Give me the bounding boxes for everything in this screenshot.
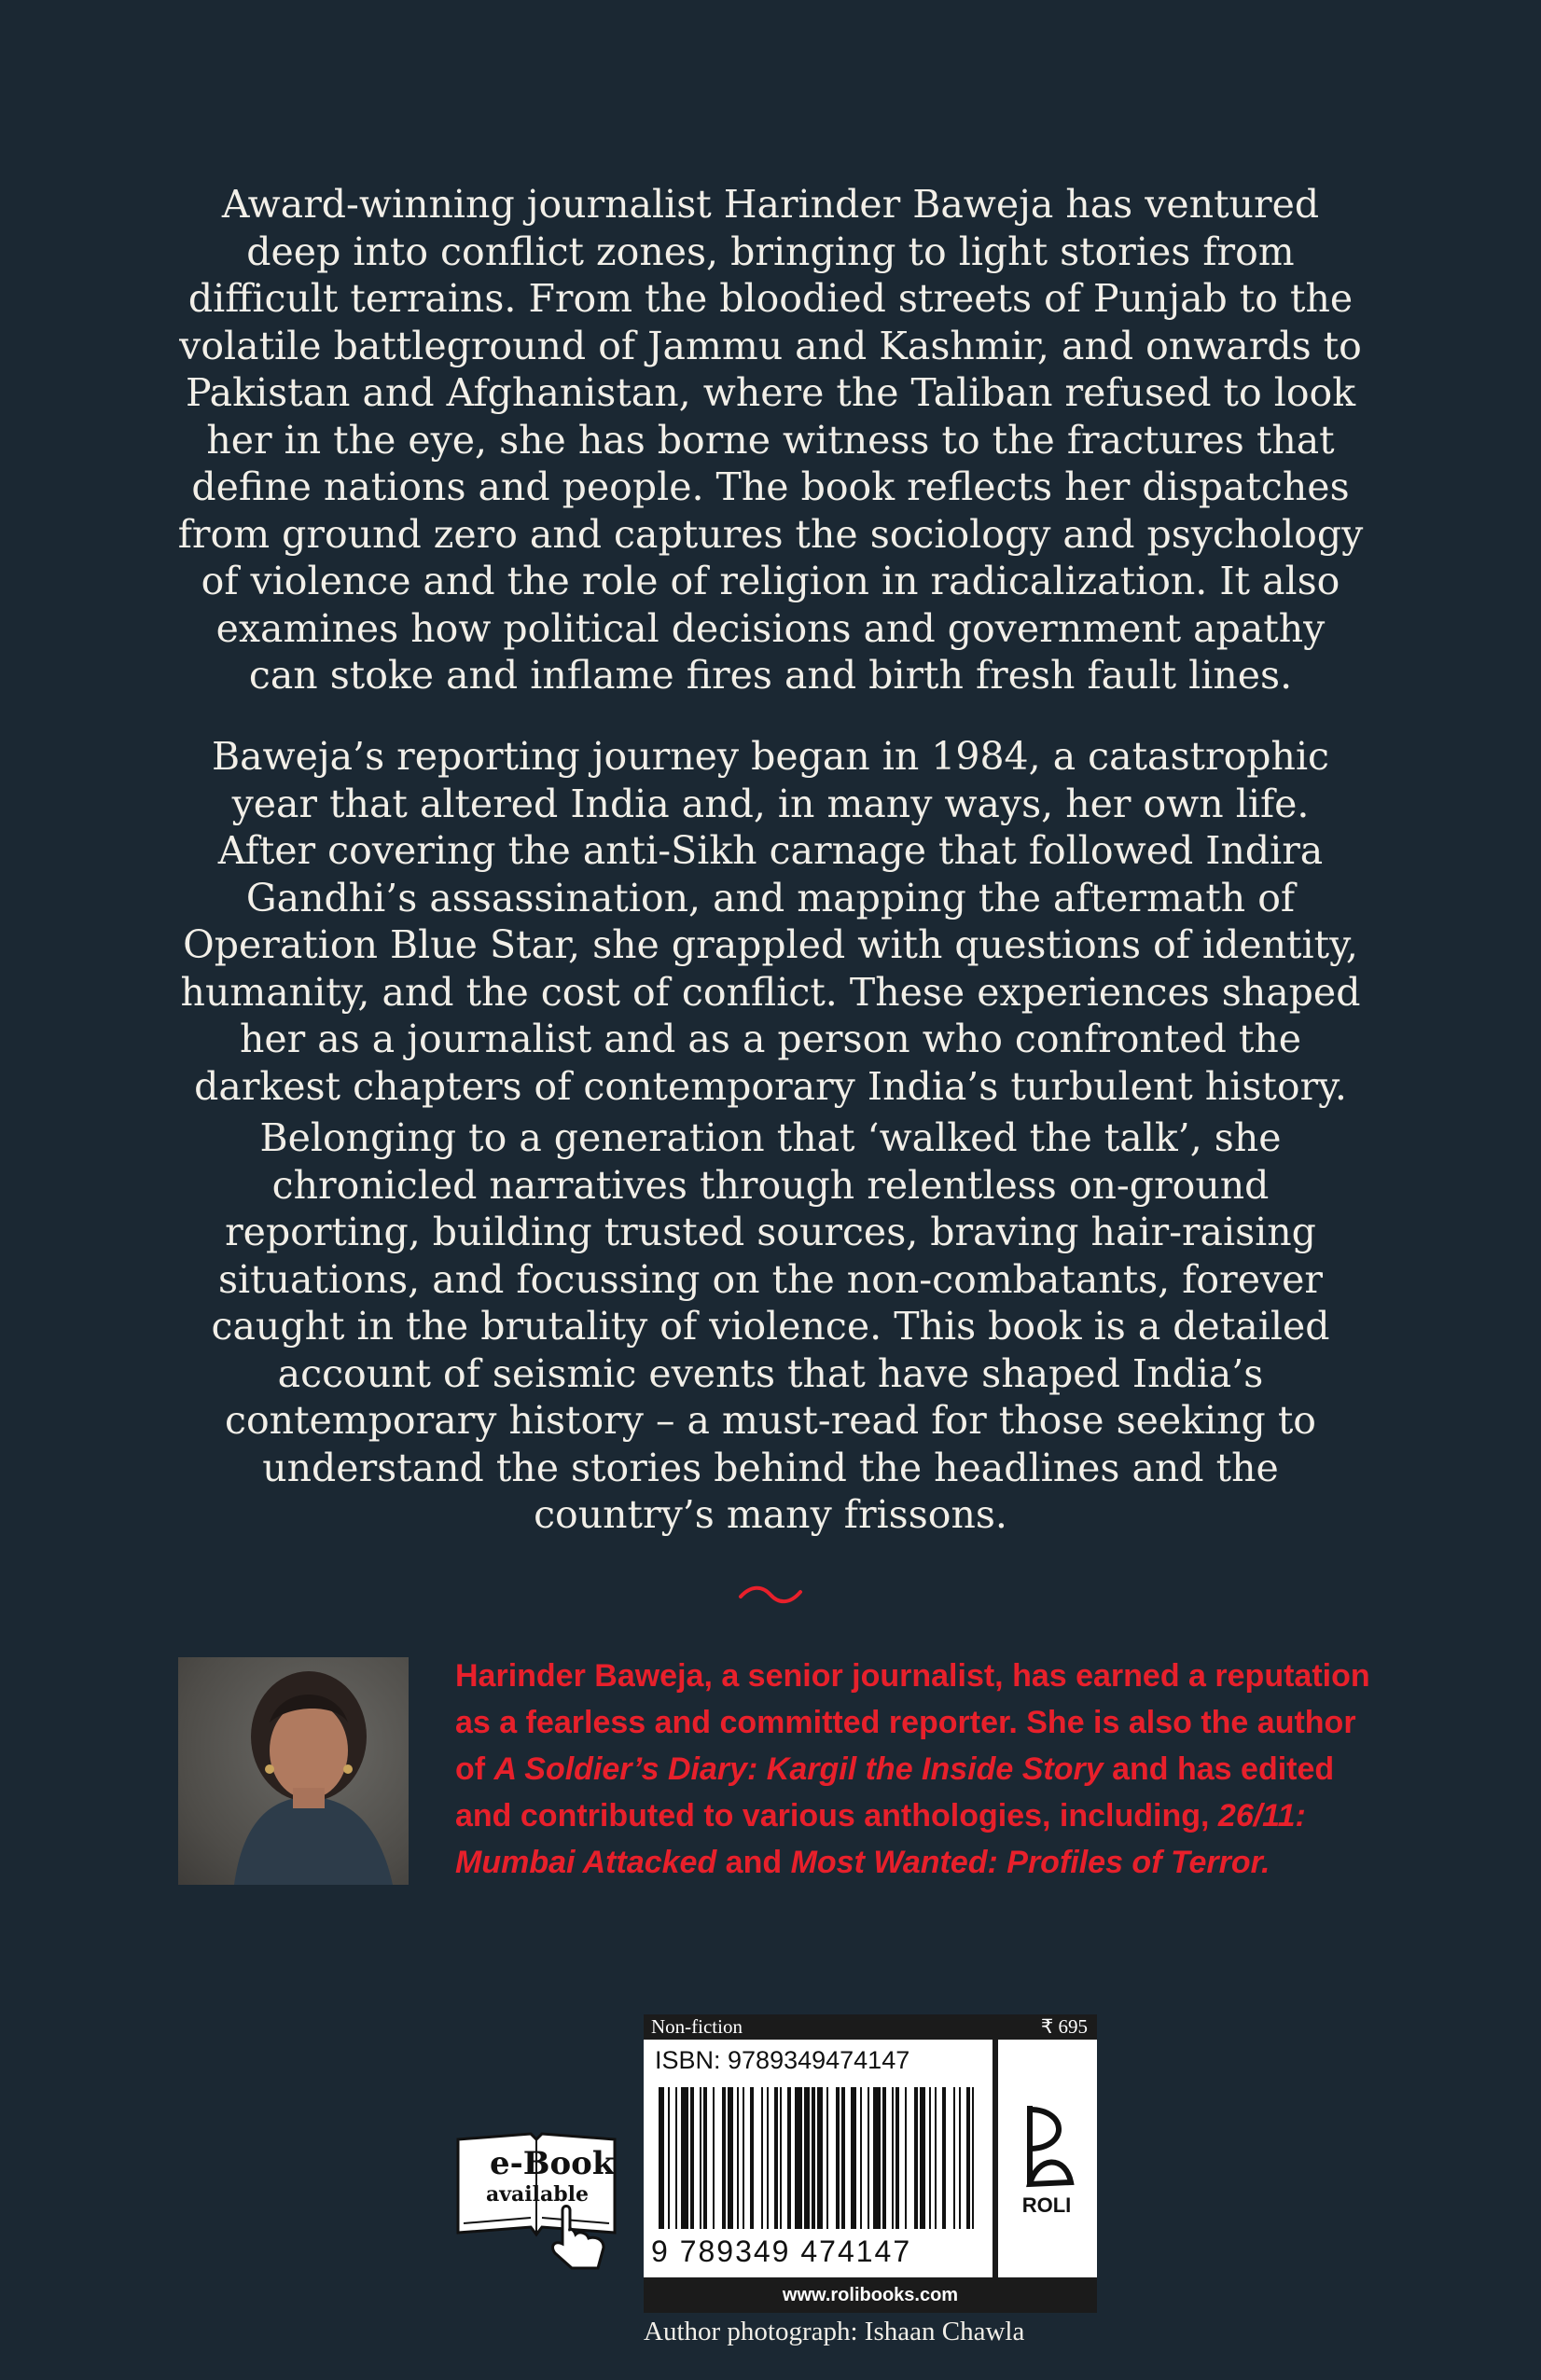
barcode-bar xyxy=(942,2087,946,2229)
flourish-ornament-icon xyxy=(738,1584,803,1606)
blurb-paragraph-3: Belonging to a generation that ‘walked the talk’, she chronicled narratives through relentless on-ground reporting, building trusted sources, braving hair-raising situations, and focussing on the non-combatants, forever caught in the brutality of violence. This book is a detailed account of seismic events that have shaped India’s contemporary history – a must-read for those seeking to understand the stories behind the headlines and the country’s many frissons. xyxy=(211,1115,1330,1537)
barcode-bar xyxy=(860,2087,862,2229)
author-photo xyxy=(178,1657,409,1885)
barcode-bar xyxy=(841,2087,845,2229)
book-title-26-11: 26/11: Mumbai Attacked xyxy=(455,1798,1306,1880)
barcode-bar xyxy=(892,2087,894,2229)
barcode-bar xyxy=(795,2087,802,2229)
publisher-website: www.rolibooks.com xyxy=(644,2277,1097,2313)
photo-credit: Author photograph: Ishaan Chawla xyxy=(644,2317,1025,2346)
isbn-label: ISBN: 9789349474147 xyxy=(655,2046,910,2074)
barcode-bar xyxy=(750,2087,754,2229)
barcode-bar xyxy=(713,2087,715,2229)
barcode-bar xyxy=(873,2087,881,2229)
category-label: Non-fiction xyxy=(651,2015,743,2038)
barcode-bar xyxy=(700,2087,701,2229)
barcode-bar xyxy=(681,2087,688,2229)
barcode-bar xyxy=(780,2087,782,2229)
barcode-bar xyxy=(868,2087,869,2229)
price-label: ₹ 695 xyxy=(1040,2015,1088,2038)
barcode-bar xyxy=(767,2087,769,2229)
ebook-available-label: available xyxy=(486,2182,589,2207)
barcode-bar xyxy=(761,2087,763,2229)
blurb-paragraph-2: Baweja’s reporting journey began in 1984, a catastrophic year that altered India and, in many ways, her own life. After covering the anti-Sikh carnage that followed Indira Gandhi’s assassination, and mapping the aftermath of Operation Blue Star, she grappled with questions of identity, humanity, and the cost of conflict. These experiences shaped her as a journalist and as a person who confronted the darkest chapters of contemporary India’s turbulent history. xyxy=(180,734,1361,1109)
barcode-bar xyxy=(659,2087,664,2229)
roli-logo-icon xyxy=(1009,2098,1084,2192)
publisher-logo xyxy=(1009,2098,1084,2238)
barcode-bar xyxy=(804,2087,810,2229)
blurb-paragraph-1: Award-winning journalist Harinder Baweja has ventured deep into conflict zones, bringing to light stories from difficult terrains. From the bloodied streets of Punjab to the volatile battleground of Jammu and Kashmir, and onwards to Pakistan and Afghanistan, where the Taliban refused to look her in the eye, she has borne witness to the fractures that define nations and people. The book reflects her dispatches from ground zero and captures the sociology and psychology of violence and the role of religion in radicalization. It also examines how political decisions and government apathy can stoke and inflame fires and birth fresh fault lines. xyxy=(177,182,1364,698)
author-bio: Harinder Baweja, a senior journalist, has earned a reputation as a fearless and committed reporter. She is also the author of A Soldier’s Diary: Kargil the Inside Story and has edited and contributed to various anthologies, including, 26/11: Mumbai Attacked and Most Wanted: Profiles of Terror. xyxy=(455,1658,1370,1880)
barcode-bar xyxy=(953,2087,955,2229)
barcode-bar xyxy=(882,2087,886,2229)
publisher-name: ROLI xyxy=(1021,2193,1072,2217)
barcode-bar xyxy=(722,2087,726,2229)
book-title-soldiers-diary: A Soldier’s Diary: Kargil the Inside Story xyxy=(493,1751,1104,1787)
barcode-header xyxy=(644,2014,1097,2040)
barcode-bar xyxy=(817,2087,823,2229)
barcode-bar xyxy=(812,2087,815,2229)
barcode-bars xyxy=(657,2087,981,2229)
barcode-digits: 9 789349 474147 xyxy=(651,2235,912,2268)
barcode-bar xyxy=(920,2087,925,2229)
ebook-badge xyxy=(452,2121,620,2272)
barcode-bar xyxy=(787,2087,791,2229)
barcode-bar xyxy=(905,2087,907,2229)
barcode-bar xyxy=(703,2087,707,2229)
barcode-bar xyxy=(826,2087,828,2229)
barcode-bar xyxy=(972,2087,974,2229)
barcode-bar xyxy=(895,2087,899,2229)
ebook-label: e-Book xyxy=(490,2145,615,2182)
barcode-bar xyxy=(668,2087,670,2229)
book-title-most-wanted: Most Wanted: Profiles of Terror. xyxy=(790,1845,1270,1880)
barcode-bar xyxy=(675,2087,677,2229)
barcode-bar xyxy=(690,2087,694,2229)
barcode-bar xyxy=(929,2087,931,2229)
barcode-bar xyxy=(914,2087,918,2229)
barcode-bar xyxy=(836,2087,840,2229)
barcode-bar xyxy=(935,2087,937,2229)
barcode-bar xyxy=(851,2087,856,2229)
barcode-bar xyxy=(966,2087,970,2229)
barcode-panel xyxy=(644,2014,1097,2313)
barcode-bar xyxy=(737,2087,739,2229)
barcode-bar xyxy=(728,2087,733,2229)
barcode-bar xyxy=(774,2087,778,2229)
barcode-divider xyxy=(993,2040,998,2277)
barcode-bar xyxy=(743,2087,744,2229)
barcode-bar xyxy=(959,2087,961,2229)
